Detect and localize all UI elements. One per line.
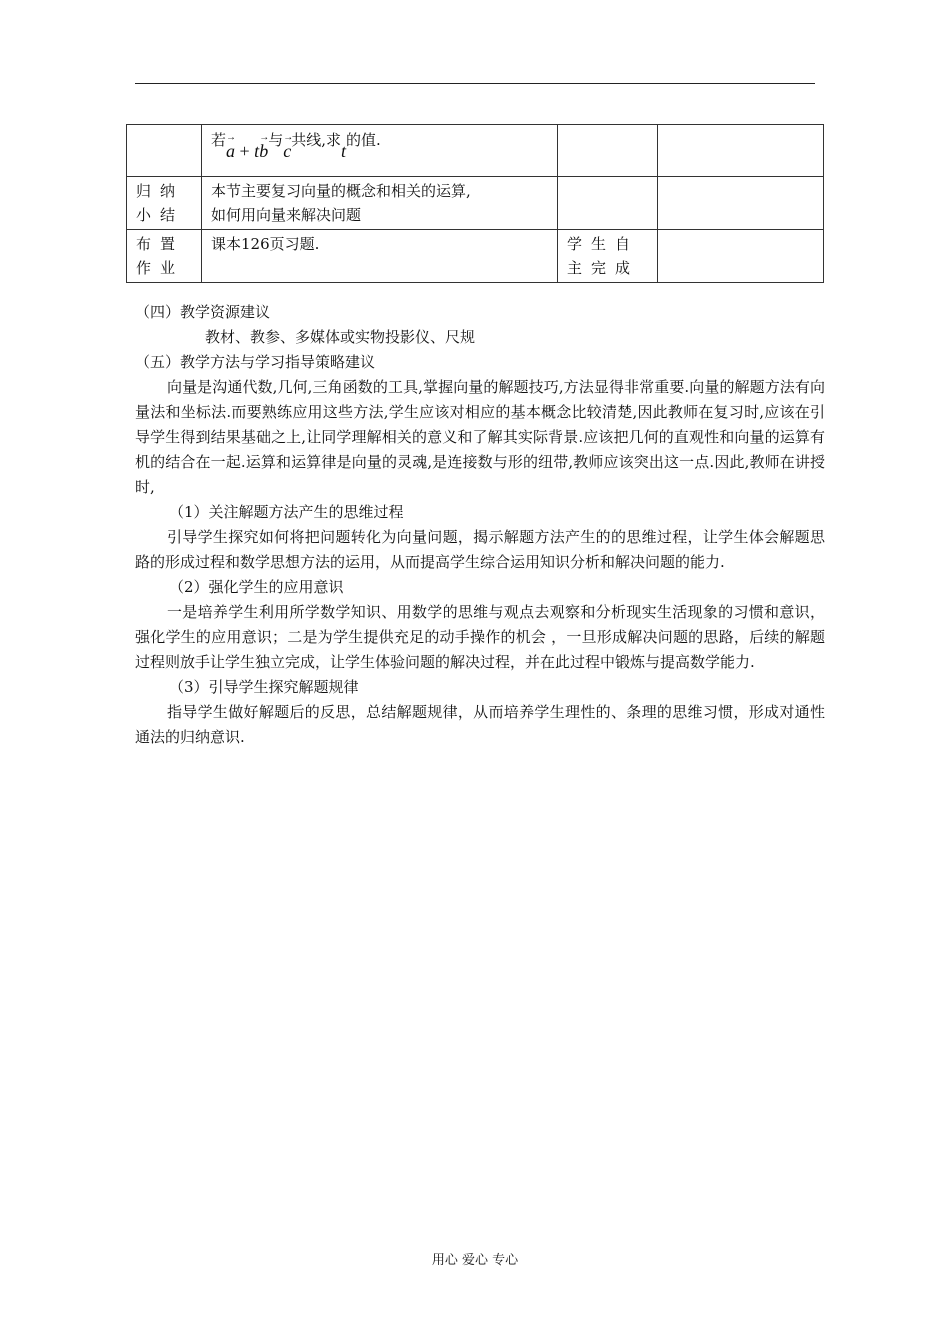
problem-suffix: 的值.: [346, 131, 381, 149]
table-row: [127, 230, 824, 283]
with-word: 与: [268, 131, 284, 149]
section-4-text: 教材、教参、多媒体或实物投影仪、尺规: [205, 328, 476, 346]
table-cell-empty: [658, 125, 824, 177]
scalar-t: t: [254, 141, 260, 161]
vector-c-wrap: [283, 141, 291, 161]
homework-content: 课本126页习题.: [202, 230, 558, 283]
vector-a: → a: [226, 139, 235, 163]
problem-cell: [202, 125, 558, 177]
point-3-text: 指导学生做好解题后的反思，总结解题规律，从而培养学生理性的、条理的思维习惯，形成对通性通法的归纳意识.: [135, 703, 825, 746]
table-cell-empty: [127, 125, 202, 177]
table-row: [127, 177, 824, 230]
table-row: [127, 125, 824, 177]
vector-b: → b: [259, 139, 268, 163]
point-1-text: 引导学生探究如何将把问题转化为向量问题，揭示解题方法产生的的思维过程，让学生体会解题思路的形成过程和数学思想方法的运用，从而提高学生综合运用知识分析和解决问题的能力.: [135, 528, 825, 571]
section-4-title: （四）教学资源建议: [135, 303, 271, 321]
plus-sign: +: [239, 141, 250, 161]
table-cell-empty: [558, 177, 658, 230]
document-body: [135, 300, 825, 750]
header-rule: [135, 83, 815, 84]
summary-label: 归纳小结: [127, 177, 202, 230]
lesson-table: [126, 124, 824, 283]
point-1-title: （1）关注解题方法产生的思维过程: [169, 503, 404, 521]
section-5-title: （五）教学方法与学习指导策略建议: [135, 353, 376, 371]
page-footer: 用心 爱心 专心: [431, 1253, 519, 1268]
table-cell-empty: [658, 177, 824, 230]
point-2-text: 一是培养学生利用所学数学知识、用数学的思维与观点去观察和分析现实生活现象的习惯和意识，强化学生的应用意识；二是为学生提供充足的动手操作的机会 ，一旦形成解决问题的思路，后续的解题过程则放手让学生独立完成，让学生体验问题的解决过程，并在此过程中锻炼与提高数学能力.: [135, 603, 825, 671]
t-symbol: t: [340, 141, 346, 161]
summary-line-2: 如何用向量来解决问题: [211, 206, 362, 224]
table-cell-empty: [558, 125, 658, 177]
vector-expression: [226, 141, 268, 161]
collinear-text: 共线,求: [291, 131, 341, 149]
section-5-paragraph: 向量是沟通代数,几何,三角函数的工具,掌握向量的解题技巧,方法显得非常重要.向量的解题方法有向量法和坐标法.而要熟练应用这些方法,学生应该对相应的基本概念比较清楚,因此教师在复习时,应该在引导学生得到结果基础之上,让同学理解相关的意义和了解其实际背景.应该把几何的直观性和向量的运算有机的结合在一起.运算和运算律是向量的灵魂,是连接数与形的纽带,教师应该突出这一点.因此,教师在讲授时,: [135, 378, 825, 496]
problem-prefix: 若: [211, 131, 227, 149]
homework-label: 布置作业: [127, 230, 202, 283]
point-3-title: （3）引导学生探究解题规律: [169, 678, 359, 696]
homework-note: 学生自主完成: [558, 230, 658, 283]
vector-c: → c: [283, 139, 291, 163]
point-2-title: （2）强化学生的应用意识: [169, 578, 344, 596]
table-cell-empty: [658, 230, 824, 283]
summary-content: [202, 177, 558, 230]
summary-line-1: 本节主要复习向量的概念和相关的运算,: [211, 182, 471, 200]
